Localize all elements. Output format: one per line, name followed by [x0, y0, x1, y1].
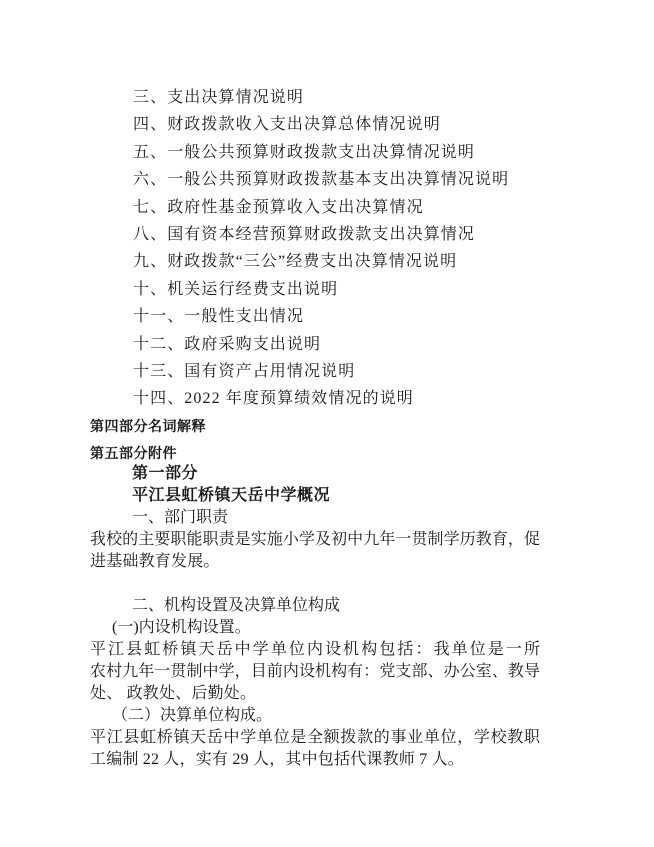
internal-paragraph-line: 农村九年一贯制中学，目前内设机构有：党支部、办公室、教导 — [90, 662, 540, 680]
document-content — [90, 0, 540, 771]
toc-item: 十四、2022 年度预算绩效情况的说明 — [133, 390, 414, 408]
org-section-heading: 二、机构设置及决算单位构成 — [132, 596, 341, 614]
toc-list — [90, 84, 540, 413]
attachment-part-title: 第一部分 — [132, 464, 199, 482]
toc-item: 五、一般公共预算财政拨款支出决算情况说明 — [133, 143, 476, 161]
duty-section-heading: 一、部门职责 — [132, 508, 229, 526]
internal-subsection-heading: (一)内设机构设置。 — [112, 618, 251, 636]
unit-subsection-heading: （二）决算单位构成。 — [112, 706, 273, 724]
duty-paragraph-line: 我校的主要职能职责是实施小学及初中九年一贯制学历教育，促 — [90, 530, 540, 548]
unit-paragraph-line: 工编制 22 人，实有 29 人，其中包括代课教师 7 人。 — [90, 750, 465, 768]
duty-paragraph-line: 进基础教育发展。 — [90, 552, 220, 570]
toc-item: 七、政府性基金预算收入支出决算情况 — [133, 198, 424, 216]
toc-item: 十二、政府采购支出说明 — [133, 335, 322, 353]
toc-item: 十、机关运行经费支出说明 — [133, 280, 339, 298]
blank-line — [90, 573, 540, 595]
toc-item: 十三、国有资产占用情况说明 — [133, 363, 356, 381]
unit-paragraph-line: 平江县虹桥镇天岳中学单位是全额拨款的事业单位，学校教职 — [90, 728, 540, 746]
internal-paragraph-line: 平江县虹桥镇天岳中学单位内设机构包括：我单位是一所 — [90, 640, 540, 658]
toc-item: 四、财政拨款收入支出决算总体情况说明 — [133, 116, 441, 134]
attachment-org-title: 平江县虹桥镇天岳中学概况 — [132, 486, 331, 504]
toc-item: 三、支出决算情况说明 — [133, 89, 305, 106]
toc-item: 九、财政拨款“三公”经费支出决算情况说明 — [133, 253, 458, 271]
internal-paragraph-line: 处、 政教处、后勤处。 — [90, 684, 257, 702]
toc-item: 八、国有资本经营预算财政拨款支出决算情况 — [133, 226, 476, 244]
part5-heading: 第五部分附件 — [90, 445, 177, 462]
toc-item: 六、一般公共预算财政拨款基本支出决算情况说明 — [133, 171, 510, 189]
part4-heading: 第四部分名词解释 — [90, 417, 206, 434]
toc-item: 十一、一般性支出情况 — [133, 308, 305, 326]
attachment-section — [90, 463, 540, 771]
